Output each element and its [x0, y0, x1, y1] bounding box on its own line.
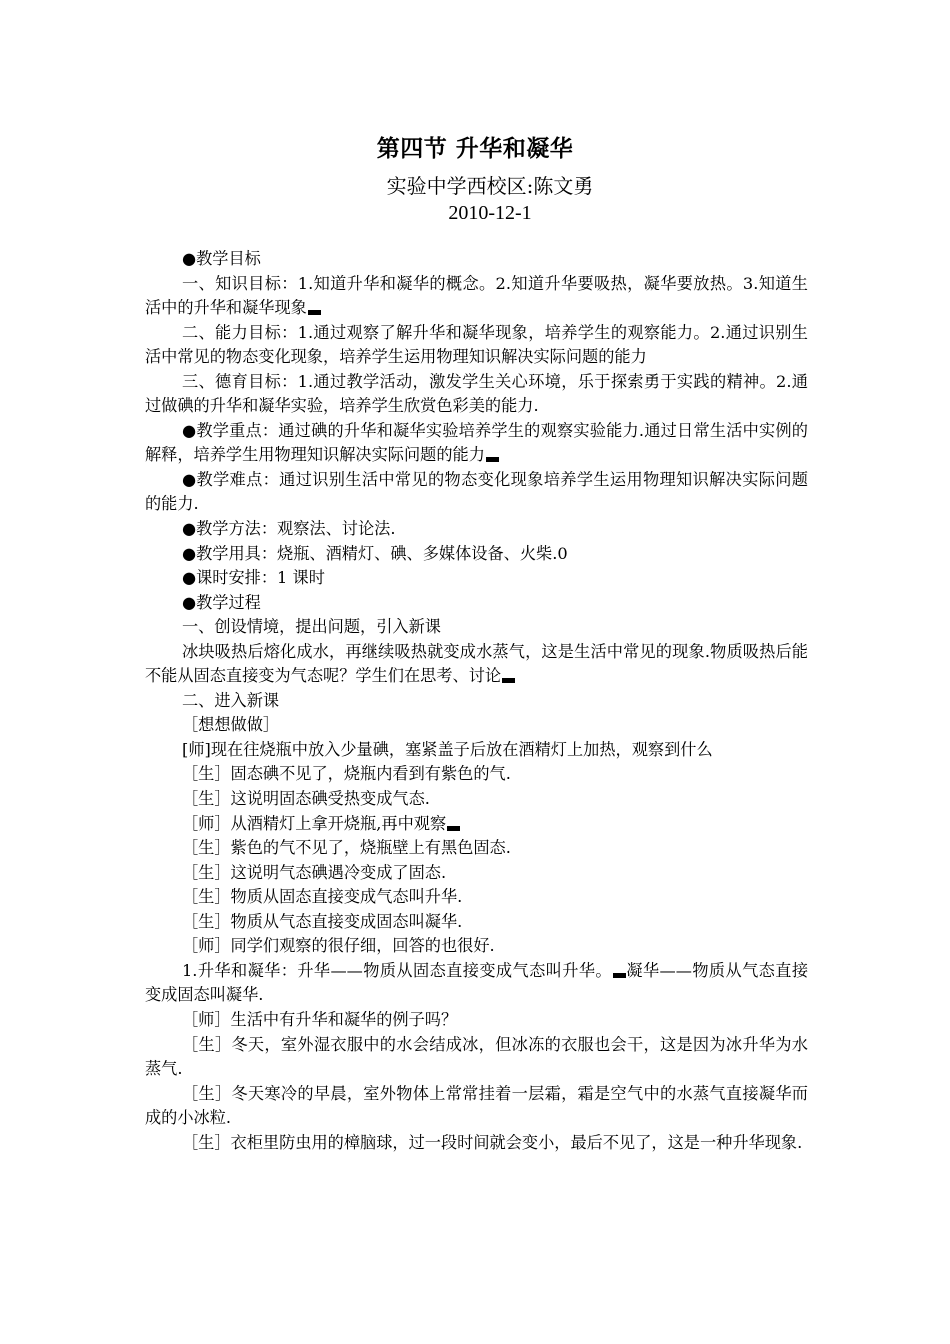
dialogue-line [145, 812, 808, 837]
dialogue-line: ［生］冬天，室外湿衣服中的水会结成冰，但冰冻的衣服也会干，这是因为冰升华为水蒸气. [145, 1034, 808, 1079]
paragraph-tools: ●教学用具：烧瓶、酒精灯、碘、多媒体设备、火柴.0 [182, 543, 568, 563]
paragraph-intro [145, 640, 808, 689]
paragraph-key-points [145, 419, 808, 468]
document-body [145, 247, 808, 1155]
dialogue-line: [师]现在往烧瓶中放入少量碘，塞紧盖子后放在酒精灯上加热，观察到什么 [182, 739, 713, 759]
end-mark-glyph [447, 826, 460, 831]
paragraph-difficulties: ●教学难点：通过识别生活中常见的物态变化现象培养学生运用物理知识解决实际问题的能力. [145, 469, 808, 514]
dialogue-line: ［生］这说明气态碘遇冷变成了固态. [182, 862, 447, 882]
paragraph-step-two: 二、进入新课 [182, 690, 280, 710]
end-mark-glyph [613, 973, 626, 978]
definition-deposition: 凝华——物质从气态直接变成固态叫凝华. [145, 960, 809, 1005]
section-heading-objectives: ●教学目标 [182, 249, 261, 268]
definition-sublimation: 1.升华和凝华：升华——物质从固态直接变成气态叫升华。 [182, 960, 612, 980]
paragraph-think-do: ［想想做做］ [182, 715, 280, 735]
dialogue-line: ［生］衣柜里防虫用的樟脑球，过一段时间就会变小，最后不见了，这是一种升华现象. [182, 1132, 803, 1152]
dialogue-line: ［生］紫色的气不见了，烧瓶壁上有黑色固态. [182, 838, 511, 858]
section-heading-process: ●教学过程 [182, 592, 261, 612]
dialogue-line: ［师］生活中有升华和凝华的例子吗？ [182, 1009, 458, 1029]
paragraph-text: ［师］从酒精灯上拿开烧瓶,再中观察 [182, 813, 447, 833]
paragraph-ability-objective: 二、能力目标：1.通过观察了解升华和凝华现象，培养学生的观察能力。2.通过识别生活中常见的物态变化现象，培养学生运用物理知识解决实际问题的能力 [145, 322, 808, 367]
end-mark-glyph [308, 310, 321, 315]
dialogue-line: ［师］同学们观察的很仔细，回答的也很好. [182, 936, 495, 956]
paragraph-definition [145, 959, 808, 1008]
dialogue-line: ［生］冬天寒冷的早晨，室外物体上常常挂着一层霜，霜是空气中的水蒸气直接凝华而成的小冰粒. [145, 1083, 808, 1128]
dialogue-line: ［生］固态碘不见了，烧瓶内看到有紫色的气. [182, 764, 511, 784]
paragraph-text: ●教学重点：通过碘的升华和凝华实验培养学生的观察实验能力.通过日常生活中实例的解释，培养学生用物理知识解决实际问题的能力 [145, 420, 808, 465]
paragraph-text: 一、知识目标：1.知道升华和凝华的概念。2.知道升华要吸热，凝华要放热。3.知道生活中的升华和凝华现象 [145, 273, 808, 318]
end-mark-glyph [502, 678, 515, 683]
end-mark-glyph [486, 457, 499, 462]
paragraph-schedule: ●课时安排：1 课时 [182, 568, 325, 588]
date-line: 2010-12-1 [448, 202, 532, 224]
author-line: 实验中学西校区:陈文勇 [386, 174, 594, 198]
paragraph-step-one: 一、创设情境，提出问题，引入新课 [182, 617, 441, 637]
dialogue-line: ［生］物质从固态直接变成气态叫升华. [182, 887, 463, 907]
dialogue-line: ［生］这说明固态碘受热变成气态. [182, 789, 430, 809]
paragraph-moral-objective: 三、德育目标：1.通过教学活动，激发学生关心环境，乐于探索勇于实践的精神。2.通过做碘的升华和凝华实验，培养学生欣赏色彩美的能力. [145, 371, 808, 416]
paragraph-knowledge-objective [145, 272, 808, 321]
paragraph-text: 冰块吸热后熔化成水，再继续吸热就变成水蒸气，这是生活中常见的现象.物质吸热后能不能从固态直接变为气态呢？学生们在思考、讨论 [145, 641, 808, 686]
lesson-title: 第四节 升华和凝华 [376, 135, 574, 162]
dialogue-line: ［生］物质从气态直接变成固态叫凝华. [182, 911, 463, 931]
paragraph-methods: ●教学方法：观察法、讨论法. [182, 519, 396, 539]
